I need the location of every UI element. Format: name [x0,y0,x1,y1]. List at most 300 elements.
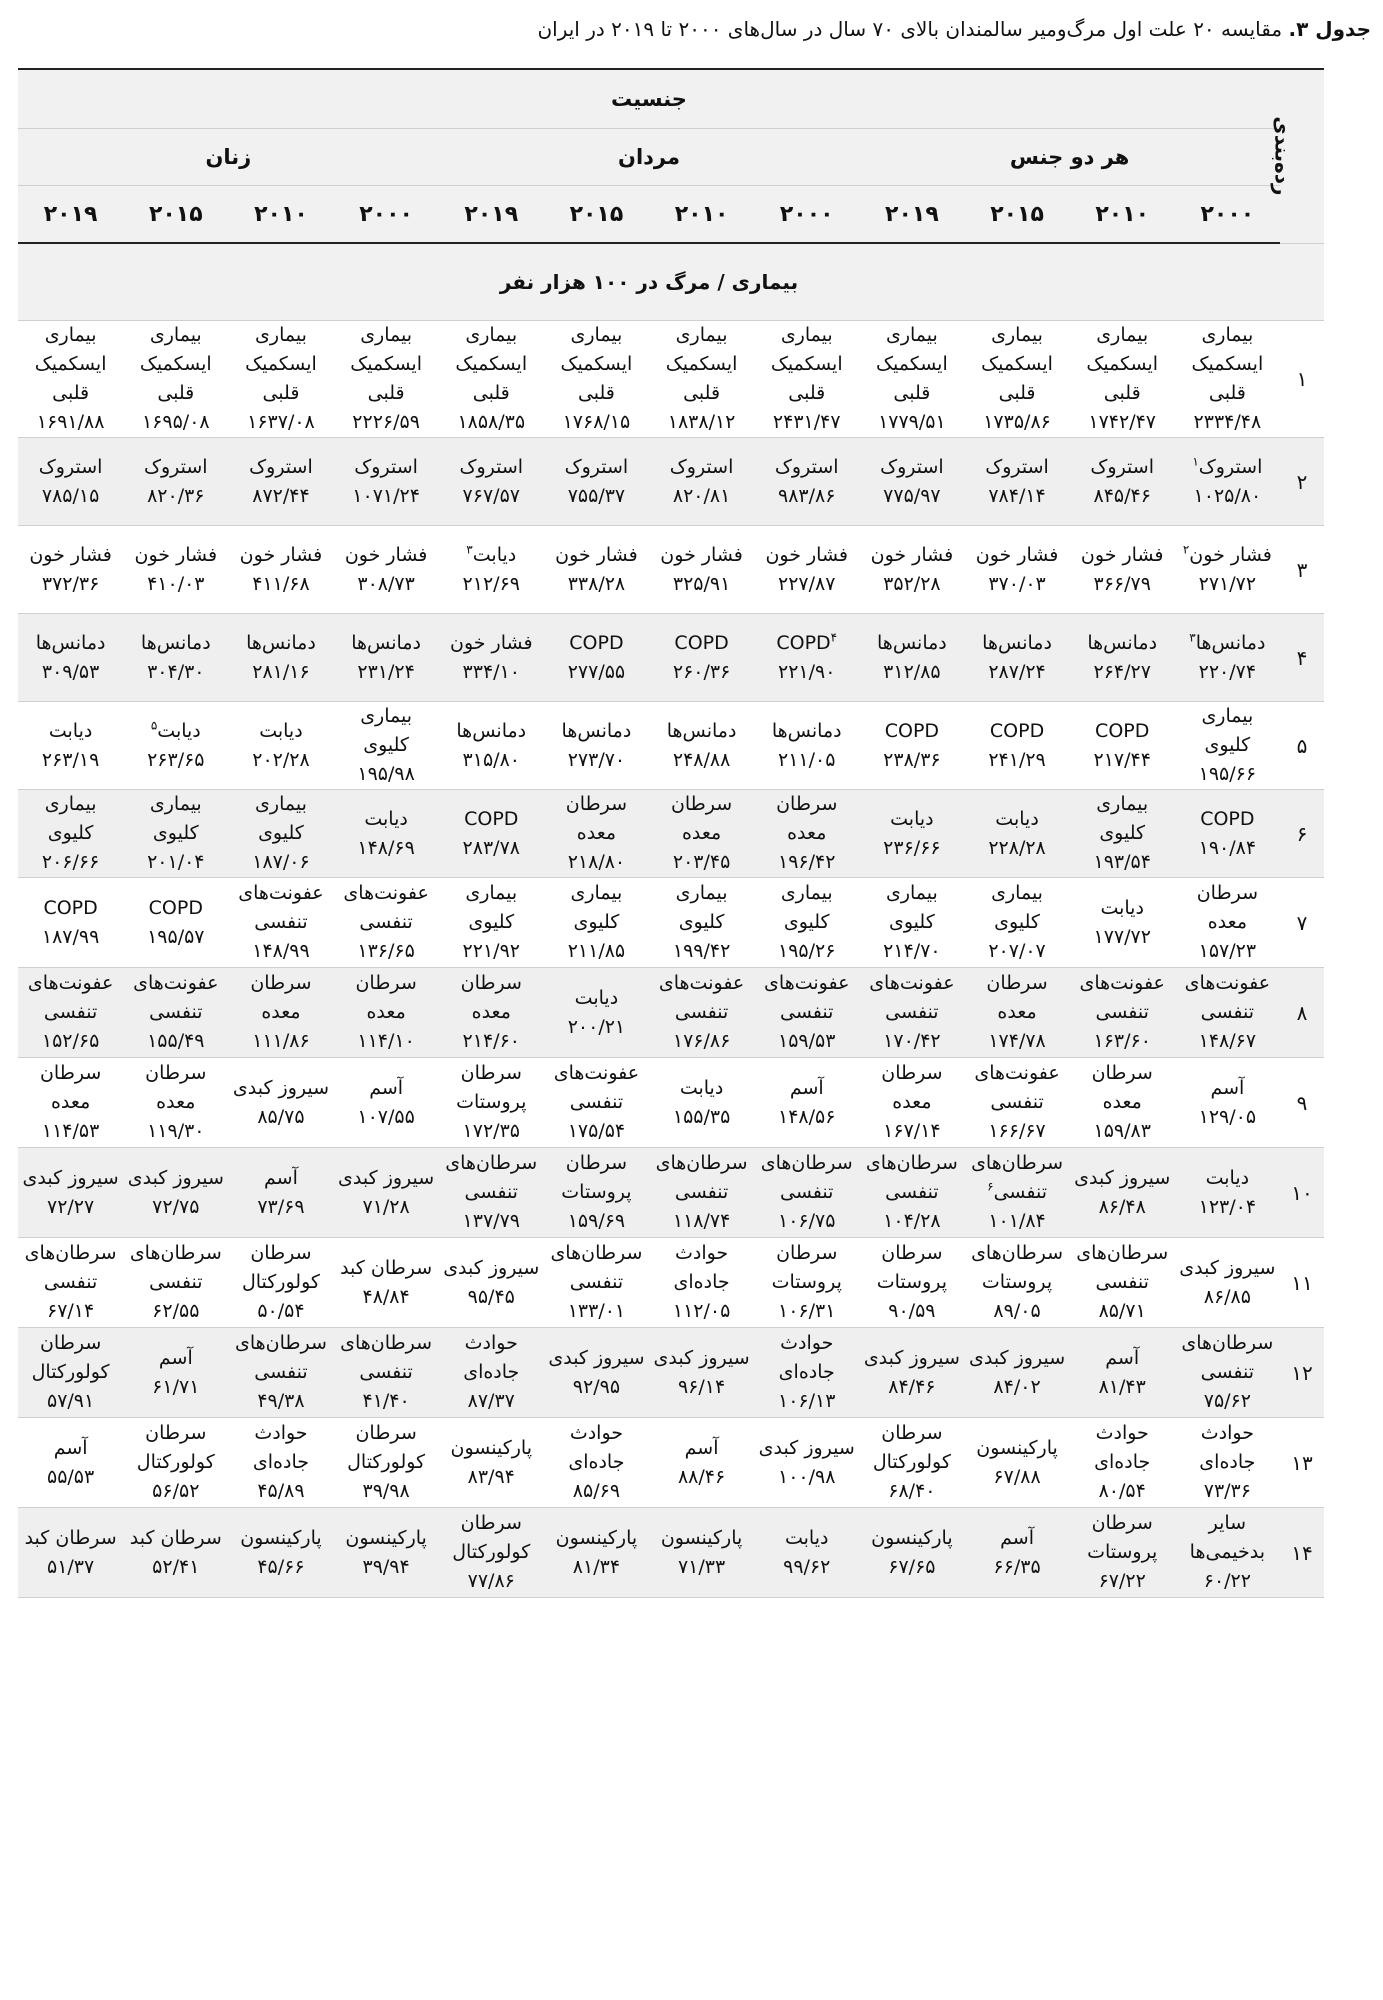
table-cell [1070,1058,1175,1148]
disease-name [125,453,226,482]
table-cell [754,614,859,702]
disease-name-text: عفونت‌های تنفسی [553,1062,640,1113]
table-cell [1175,614,1280,702]
disease-name [20,1524,121,1553]
disease-name-text: بیماری ایسکمیک قلبی [560,324,633,404]
year-header: ۲۰۰۰ [754,186,859,244]
death-rate-value: ۱۵۵/۳۵ [672,1105,731,1128]
death-rate-value: ۶۷/۸۸ [993,1465,1041,1488]
disease-name [125,1344,226,1373]
disease-name-text: فشار خون [29,543,112,566]
table-cell [334,1148,439,1238]
disease-name-text: COPD [1095,719,1150,742]
table-cell [544,614,649,702]
disease-name-text: سرطان‌های تنفسی [234,1332,327,1383]
disease-name [230,629,331,658]
table-cell [228,702,333,790]
disease-name [651,629,752,658]
disease-name-text: آسم [789,1076,824,1099]
disease-name [336,1074,437,1103]
death-rate-value: ۱۳۳/۰۱ [567,1300,626,1322]
disease-name [1177,629,1278,658]
disease-name-text: بیماری ایسکمیک قلبی [1086,324,1159,404]
death-rate-value: ۹۵/۴۵ [467,1285,515,1308]
gender-header: جنسیت [18,69,1280,129]
disease-name-text: دیابت [48,719,93,742]
death-rate-value: ۲۰۲/۲۸ [252,748,310,771]
death-rate-value: ۴۱۰/۰۳ [147,572,205,595]
disease-name-text: سیروز کبدی [1179,1256,1276,1279]
death-rate-value: ۱۷۳۵/۸۶ [983,411,1051,433]
group-men: مردان [439,129,860,186]
disease-name [1072,541,1173,570]
disease-name [546,1524,647,1553]
mortality-table [18,68,1324,1598]
disease-name [651,1434,752,1463]
death-rate-value: ۷۱/۳۳ [677,1555,726,1578]
disease-name-text: دمانس‌ها [35,631,106,654]
disease-name [1072,717,1173,746]
death-rate-value: ۷۷۵/۹۷ [883,484,941,507]
caption-label: جدول ۳. [1288,17,1371,41]
disease-name [861,453,962,482]
death-rate-value: ۶۰/۲۲ [1203,1570,1251,1592]
table-row [18,702,1324,790]
disease-name [1177,541,1278,570]
year-header: ۲۰۰۰ [334,186,439,244]
disease-name-text: COPD [776,631,831,654]
disease-name-text: دمانس‌ها [351,631,421,654]
disease-name-text: عفونت‌های تنفسی [238,882,324,933]
disease-name [230,1164,331,1193]
disease-name [230,541,331,570]
disease-name [441,1254,542,1283]
table-cell [123,1508,228,1598]
death-rate-value: ۲۴۳۱/۴۷ [772,411,841,433]
table-cell [754,702,859,790]
disease-name-text: فشار خون [555,543,638,566]
table-cell [544,1328,649,1418]
disease-name-text: سرطان‌های تنفسی [760,1152,853,1203]
disease-name-text: پارکینسون [345,1526,427,1549]
disease-name-text: دیابت [995,807,1039,830]
disease-name-text: دیابت [1100,896,1144,919]
rank-cell: ۱۰ [1280,1148,1324,1238]
table-cell [859,968,964,1058]
disease-name [546,1059,647,1117]
disease-name [546,453,647,482]
disease-name-text: سرطان پروستات [456,1062,527,1113]
death-rate-value: ۶۶/۳۵ [993,1555,1041,1578]
death-rate-value: ۸۵/۷۵ [257,1105,305,1128]
table-row [18,1238,1324,1328]
table-cell [439,1058,544,1148]
disease-name [1072,1059,1173,1117]
death-rate-value: ۳۱۲/۸۵ [883,660,941,683]
death-rate-value: ۲۸۱/۱۶ [252,660,310,683]
disease-name-text: استروک [774,455,839,478]
disease-name [861,1344,962,1373]
death-rate-value: ۷۸۴/۱۴ [988,484,1046,507]
rank-cell: ۱۴ [1280,1508,1324,1598]
disease-name [546,1239,647,1297]
table-row [18,968,1324,1058]
table-cell [334,790,439,878]
death-rate-value: ۲۰۱/۰۴ [147,851,205,873]
disease-name [336,1419,437,1477]
table-cell [439,1238,544,1328]
disease-name [1177,453,1278,482]
disease-name-text: سیروز کبدی [1074,1166,1171,1189]
year-header: ۲۰۱۹ [18,186,123,244]
table-cell [754,1418,859,1508]
death-rate-value: ۱۷۴۲/۴۷ [1088,411,1157,433]
disease-name [546,629,647,658]
disease-name [230,1239,331,1297]
table-cell [649,1148,754,1238]
disease-name-text: بیماری کلیوی [1096,793,1149,844]
disease-name-text: عفونت‌های تنفسی [658,972,745,1023]
disease-name [20,1059,121,1117]
disease-name-text: استروک [249,455,313,478]
disease-name-text: فشار خون [765,543,849,566]
disease-name [230,1329,331,1387]
table-cell [964,1418,1069,1508]
disease-name-text: COPD [674,631,729,654]
disease-name [20,453,121,482]
disease-name [336,1524,437,1553]
disease-name-text: عفونت‌های تنفسی [343,882,429,933]
disease-name-text: سرطان پروستات [1087,1512,1158,1563]
disease-name [1072,1419,1173,1477]
table-cell [123,790,228,878]
death-rate-value: ۲۷۳/۷۰ [567,748,626,771]
disease-name-text: سیروز کبدی [548,1346,645,1369]
disease-name [230,321,331,408]
death-rate-value: ۹۸۳/۸۶ [778,484,836,507]
death-rate-value: ۱۱۹/۳۰ [147,1120,205,1142]
death-rate-value: ۱۰۱/۸۴ [988,1210,1046,1232]
rank-cell: ۱۲ [1280,1328,1324,1418]
disease-name [966,629,1067,658]
table-cell [754,1148,859,1238]
disease-name-text: بیماری ایسکمیک قلبی [34,324,107,404]
death-rate-value: ۲۷۷/۵۵ [567,660,626,683]
disease-name-text: سرطان کولورکتال [136,1422,215,1473]
disease-name [861,1239,962,1297]
death-rate-value: ۷۲/۲۷ [46,1195,95,1218]
year-header: ۲۰۱۹ [859,186,964,244]
disease-name-text: بیماری کلیوی [570,882,623,933]
rank-cell: ۲ [1280,438,1324,526]
death-rate-value: ۲۳۳۴/۴۸ [1193,411,1262,433]
disease-name [336,879,437,937]
disease-name-text: فشار خون [1189,543,1272,566]
disease-name [1072,1164,1173,1193]
disease-name [441,1149,542,1207]
death-rate-value: ۴۱۱/۶۸ [252,572,310,595]
years-header-row [18,186,1324,244]
table-cell [544,321,649,438]
death-rate-value: ۳۲۵/۹۱ [672,572,731,595]
table-cell [228,526,333,614]
disease-name-text: سرطان معده [1196,882,1258,933]
death-rate-value: ۸۵/۶۹ [572,1480,621,1502]
disease-name-text: سرطان معده [250,972,312,1023]
death-rate-value: ۲۶۳/۶۵ [147,748,205,771]
death-rate-value: ۱۱۱/۸۶ [252,1030,310,1052]
disease-name [1177,1074,1278,1103]
disease-name [966,1149,1067,1207]
disease-name [20,629,121,658]
disease-name-text: بیماری ایسکمیک قلبی [455,324,528,404]
disease-name-text: سرطان معده [355,972,417,1023]
death-rate-value: ۲۶۴/۲۷ [1093,660,1151,683]
death-rate-value: ۸۳/۹۴ [467,1465,515,1488]
disease-name-text: بیماری کلیوی [360,705,413,756]
death-rate-value: ۱۰۶/۱۳ [778,1390,836,1412]
disease-name-text: پارکینسون [555,1526,638,1549]
disease-name [861,321,962,408]
death-rate-value: ۱۴۸/۶۷ [1198,1030,1257,1052]
table-cell [754,526,859,614]
death-rate-value: ۲۳۶/۶۶ [883,836,941,859]
disease-name [336,629,437,658]
table-cell [544,526,649,614]
disease-name-text: سرطان‌های تنفسی [971,1152,1064,1203]
death-rate-value: ۲۲۲۶/۵۹ [352,411,420,433]
disease-name-text: فشار خون [449,631,533,654]
table-cell [334,878,439,968]
disease-name-text: سرطان پروستات [771,1242,842,1293]
table-cell [649,321,754,438]
disease-name-text: سیروز کبدی [863,1346,960,1369]
disease-name-text: بیماری ایسکمیک قلبی [139,324,212,404]
table-cell [228,321,333,438]
disease-name [441,717,542,746]
disease-name-text: دمانس‌ها [771,719,842,742]
table-cell [754,1508,859,1598]
footnote-marker: ۶ [987,1179,994,1194]
table-cell [228,968,333,1058]
death-rate-value: ۱۰۴/۲۸ [883,1210,941,1232]
death-rate-value: ۱۰۷۱/۲۴ [352,484,420,507]
table-cell [18,321,123,438]
table-cell [334,1328,439,1418]
disease-name-text: سیروز کبدی [127,1166,224,1189]
death-rate-value: ۲۱۸/۸۰ [567,851,626,873]
disease-name [441,541,542,570]
table-cell [439,614,544,702]
table-cell [18,1238,123,1328]
death-rate-value: ۷۶۷/۵۷ [462,484,520,507]
disease-name-text: حوادث جاده‌ای [1199,1422,1256,1473]
death-rate-value: ۲۱۲/۶۹ [462,572,520,595]
death-rate-value: ۶۲/۵۵ [152,1300,200,1322]
year-header: ۲۰۱۰ [1070,186,1175,244]
table-cell [964,968,1069,1058]
table-cell [1070,526,1175,614]
sub-header: بیماری / مرگ در ۱۰۰ هزار نفر [18,243,1280,321]
table-row [18,526,1324,614]
table-cell [228,614,333,702]
disease-name-text: COPD [43,896,98,919]
year-header: ۲۰۱۰ [228,186,333,244]
death-rate-value: ۸۸/۴۶ [677,1465,726,1488]
disease-name-text: سیروز کبدی [968,1346,1066,1369]
death-rate-value: ۶۷/۶۵ [888,1555,936,1578]
disease-name [966,805,1067,834]
disease-name-text: دمانس‌ها [982,631,1052,654]
table-cell [754,438,859,526]
disease-name [125,1239,226,1297]
death-rate-value: ۱۹۰/۸۴ [1198,836,1257,859]
disease-name [1072,629,1173,658]
death-rate-value: ۸۲۰/۳۶ [147,484,205,507]
disease-name-text: حوادث جاده‌ای [778,1332,835,1383]
disease-name [441,1509,542,1567]
disease-name [546,790,647,848]
table-cell [18,790,123,878]
death-rate-value: ۱۱۴/۵۳ [41,1120,100,1142]
table-cell [439,968,544,1058]
table-cell [228,1328,333,1418]
disease-name [1072,1344,1173,1373]
table-cell [439,321,544,438]
disease-name-text: سرطان‌های تنفسی [445,1152,538,1203]
disease-name-text: سرطان کولورکتال [872,1422,951,1473]
table-cell [544,1238,649,1328]
disease-name [651,717,752,746]
table-cell [544,702,649,790]
disease-name [966,321,1067,408]
disease-name [546,717,647,746]
disease-name [1072,969,1173,1027]
death-rate-value: ۳۹/۹۴ [362,1555,410,1578]
disease-name [966,453,1067,482]
footnote-marker: ۳ [466,542,473,557]
disease-name-text: فشار خون [660,543,743,566]
disease-name [20,790,121,848]
year-header: ۲۰۱۵ [544,186,649,244]
death-rate-value: ۱۷۰/۴۲ [883,1030,941,1052]
death-rate-value: ۹۰/۵۹ [888,1300,936,1322]
table-cell [754,321,859,438]
disease-name [651,1239,752,1297]
table-cell [649,1508,754,1598]
disease-name [756,321,857,408]
table-cell [334,1418,439,1508]
disease-name-text: بیماری ایسکمیک قلبی [981,324,1053,404]
disease-name [336,321,437,408]
table-cell [1175,321,1280,438]
table-row [18,321,1324,438]
disease-name [756,629,857,658]
table-cell [859,1058,964,1148]
disease-name-text: سرطان معده [881,1062,943,1113]
disease-name-text: سرطان معده [565,793,628,844]
death-rate-value: ۱۴۸/۵۶ [778,1105,836,1128]
table-cell [439,790,544,878]
disease-name [861,805,962,834]
table-cell [544,1148,649,1238]
group-women: زنان [18,129,439,186]
table-cell [649,438,754,526]
footnote-marker: ۱ [1192,454,1199,469]
table-cell [859,1148,964,1238]
disease-name-text: عفونت‌های تنفسی [1184,972,1271,1023]
disease-name [20,321,121,408]
death-rate-value: ۷۱/۲۸ [362,1195,410,1218]
disease-name [125,1059,226,1117]
disease-name [546,984,647,1013]
disease-name [1072,321,1173,408]
disease-name [230,453,331,482]
table-cell [964,1238,1069,1328]
table-cell [544,1418,649,1508]
death-rate-value: ۱۲۹/۰۵ [1198,1105,1257,1128]
disease-name-text: استروک [143,455,208,478]
disease-name [756,717,857,746]
disease-name [651,541,752,570]
disease-name-text: بیماری ایسکمیک قلبی [1191,324,1264,404]
table-row [18,1418,1324,1508]
death-rate-value: ۲۲۱/۹۲ [462,940,520,962]
table-cell [1175,438,1280,526]
disease-name-text: آسم [264,1166,298,1189]
disease-name-text: سیروز کبدی [758,1436,855,1459]
death-rate-value: ۸۶/۴۸ [1098,1195,1146,1218]
disease-name [230,1074,331,1103]
disease-name-text: سرطان معده [39,1062,102,1113]
death-rate-value: ۱۰۶/۳۱ [778,1300,836,1322]
disease-name [20,1329,121,1387]
death-rate-value: ۸۰/۵۴ [1098,1480,1146,1502]
death-rate-value: ۲۰۶/۶۶ [41,851,100,873]
disease-name [230,879,331,937]
death-rate-value: ۱۷۲/۳۵ [462,1120,520,1142]
disease-name [756,879,857,937]
disease-name [966,1344,1067,1373]
disease-name [20,894,121,923]
disease-name-text: دمانس‌ها [877,631,947,654]
table-cell [964,702,1069,790]
disease-name-text: سرطان‌های تنفسی [865,1152,958,1203]
disease-name-text: حوادث جاده‌ای [463,1332,520,1383]
table-row [18,790,1324,878]
death-rate-value: ۳۷۲/۳۶ [41,572,100,595]
disease-name [125,629,226,658]
death-rate-value: ۵۷/۹۱ [46,1390,95,1412]
table-cell [18,1058,123,1148]
table-cell [859,702,964,790]
death-rate-value: ۱۲۳/۰۴ [1198,1195,1257,1218]
group-both-sexes: هر دو جنس [859,129,1280,186]
table-cell [859,321,964,438]
death-rate-value: ۳۹/۹۸ [362,1480,410,1502]
death-rate-value: ۱۶۷/۱۴ [883,1120,941,1142]
table-cell [859,526,964,614]
table-cell [1070,321,1175,438]
table-cell [1070,1418,1175,1508]
death-rate-value: ۳۰۹/۵۳ [41,660,100,683]
death-rate-value: ۸۲۰/۸۱ [672,484,731,507]
death-rate-value: ۲۳۸/۳۶ [883,748,941,771]
disease-name-text: فشار خون [134,543,218,566]
death-rate-value: ۱۸۵۸/۳۵ [457,411,526,433]
table-cell [228,878,333,968]
disease-name-text: بیماری کلیوی [44,793,97,844]
